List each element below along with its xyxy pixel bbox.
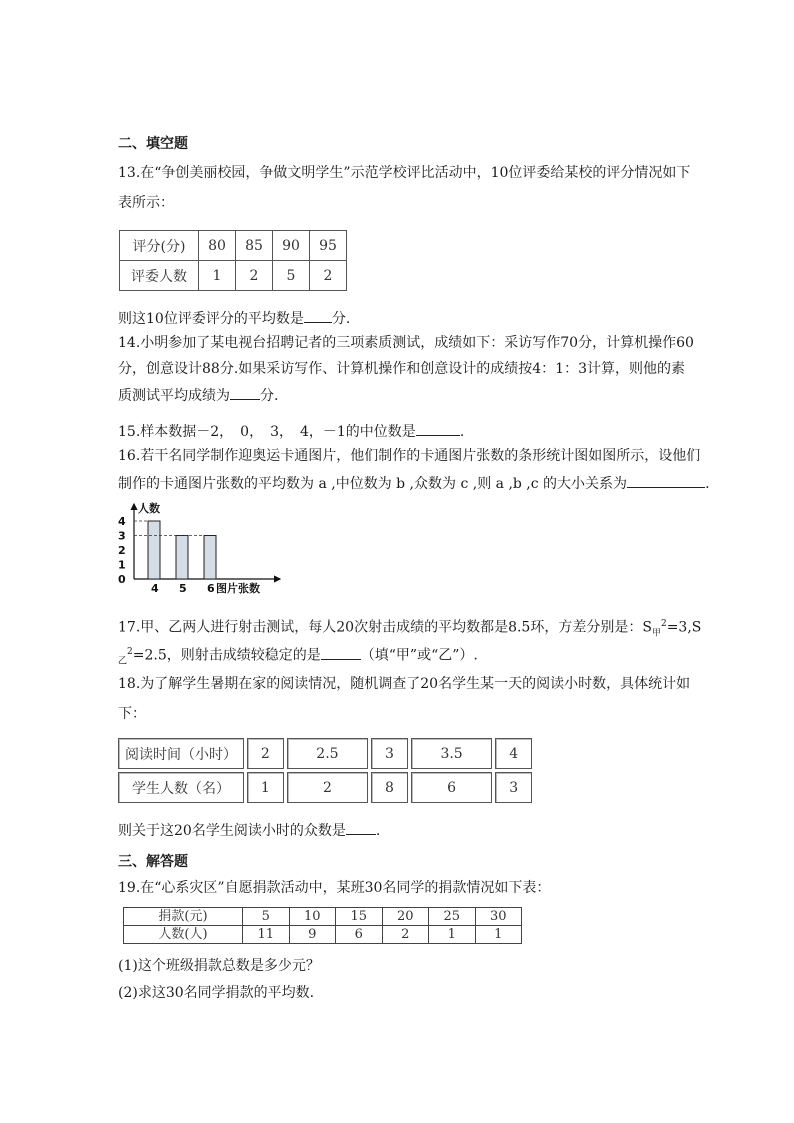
table-cell: 3 bbox=[371, 738, 408, 769]
q14-line1: 14.小明参加了某电视台招聘记者的三项素质测试，成绩如下：采访写作70分，计算机操作60 bbox=[118, 335, 694, 351]
table-cell: 1 bbox=[429, 926, 476, 944]
q13-answer-line bbox=[118, 308, 350, 329]
table-row bbox=[124, 926, 522, 944]
table-cell: 3 bbox=[495, 772, 532, 803]
q17-line2 bbox=[118, 642, 478, 671]
q16-line2-suffix: . bbox=[705, 476, 710, 492]
q16-answer-blank[interactable] bbox=[627, 473, 705, 488]
q14-line2: 分，创意设计88分.如果采访写作、计算机操作和创意设计的成绩按4：1：3计算，则他的素 bbox=[118, 361, 685, 377]
q13-score-table bbox=[119, 230, 347, 291]
table-cell: 85 bbox=[236, 231, 273, 261]
q13-answer-blank[interactable] bbox=[304, 308, 332, 323]
q15-prefix: 15.样本数据－2， 0， 3， 4，－1的中位数是 bbox=[118, 424, 416, 440]
table-cell: 1 bbox=[199, 261, 236, 291]
y-tick-label: 3 bbox=[118, 529, 126, 543]
table-row bbox=[120, 231, 347, 261]
table-cell: 11 bbox=[243, 926, 290, 944]
table-row bbox=[124, 908, 522, 926]
q16-bar-chart bbox=[112, 500, 292, 596]
q15-line bbox=[118, 421, 464, 442]
table-cell: 2 bbox=[310, 261, 347, 291]
q17-sup-1: 2 bbox=[660, 619, 667, 629]
q18-reading-table bbox=[115, 735, 535, 806]
q17-sup-2: 2 bbox=[127, 647, 133, 657]
table-cell: 人数(人) bbox=[124, 926, 243, 944]
q18-line1: 18.为了解学生暑期在家的阅读情况，随机调查了20名学生某一天的阅读小时数，具体统计如 bbox=[118, 676, 691, 692]
table-cell: 80 bbox=[199, 231, 236, 261]
q13-text-line1: 13.在“争创美丽校园，争做文明学生”示范学校评比活动中，10位评委给某校的评分情况如下 bbox=[118, 165, 691, 181]
y-tick-label: 0 bbox=[118, 573, 126, 586]
table-cell: 4 bbox=[495, 738, 532, 769]
table-cell: 1 bbox=[247, 772, 284, 803]
q15-answer-blank[interactable] bbox=[416, 421, 460, 436]
table-cell: 6 bbox=[336, 926, 383, 944]
q17-sub-yi: 乙 bbox=[118, 656, 128, 667]
table-row bbox=[118, 738, 532, 769]
q16-line2-prefix: 制作的卡通图片张数的平均数为 a ,中位数为 b ,众数为 c ,则 a ,b ,c 的大小关系为 bbox=[118, 476, 628, 492]
y-axis-label: 人数 bbox=[138, 502, 160, 515]
x-axis-label: 图片张数 bbox=[216, 582, 260, 595]
q17-line1-rest: =3,S bbox=[666, 619, 702, 636]
bar bbox=[176, 536, 188, 580]
q18-answer-blank[interactable] bbox=[346, 820, 376, 835]
q17-line1 bbox=[118, 614, 701, 643]
q18-answer-prefix: 则关于这20名学生阅读小时的众数是 bbox=[118, 823, 346, 839]
bar bbox=[204, 536, 216, 580]
q14-line3 bbox=[118, 385, 278, 406]
y-tick-label: 2 bbox=[118, 544, 126, 557]
table-cell: 95 bbox=[310, 231, 347, 261]
q18-answer-line bbox=[118, 820, 380, 841]
x-tick-label: 4 bbox=[151, 582, 159, 595]
table-cell: 15 bbox=[336, 908, 383, 926]
x-tick-label: 5 bbox=[179, 582, 187, 595]
table-cell: 10 bbox=[289, 908, 336, 926]
table-row bbox=[120, 261, 347, 291]
table-cell: 评分(分) bbox=[120, 231, 199, 261]
q17-line2-text: =2.5，则射击成绩较稳定的是 bbox=[132, 647, 321, 664]
table-cell: 8 bbox=[371, 772, 408, 803]
q19-sub2: (2)求这30名同学捐款的平均数. bbox=[118, 985, 315, 1001]
q17-line2-suffix: （填“甲”或“乙”）. bbox=[360, 647, 478, 664]
q16-line1: 16.若干名同学制作迎奥运卡通图片，他们制作的卡通图片张数的条形统计图如图所示，设他们 bbox=[118, 448, 701, 464]
table-cell: 9 bbox=[289, 926, 336, 944]
table-cell: 2.5 bbox=[287, 738, 368, 769]
table-cell: 90 bbox=[273, 231, 310, 261]
q14-line3-prefix: 质测试平均成绩为 bbox=[118, 388, 230, 404]
q13-answer-suffix: 分. bbox=[331, 311, 351, 327]
x-tick-label: 6 bbox=[207, 582, 215, 595]
table-cell: 评委人数 bbox=[120, 261, 199, 291]
table-cell: 2 bbox=[247, 738, 284, 769]
table-cell: 25 bbox=[429, 908, 476, 926]
table-cell: 学生人数（名） bbox=[118, 772, 244, 803]
table-cell: 2 bbox=[287, 772, 368, 803]
q17-line1-text: 17.甲、乙两人进行射击测试，每人20次射击成绩的平均数都是8.5环，方差分别是：S bbox=[118, 619, 652, 636]
section-heading-fill-blank: 二、填空题 bbox=[118, 136, 188, 152]
q14-answer-blank[interactable] bbox=[230, 385, 260, 400]
q19-sub1: (1)这个班级捐款总数是多少元？ bbox=[118, 958, 320, 974]
table-cell: 5 bbox=[243, 908, 290, 926]
q17-answer-blank[interactable] bbox=[321, 645, 361, 660]
y-tick-label: 4 bbox=[118, 515, 126, 528]
table-cell: 捐款(元) bbox=[124, 908, 243, 926]
table-cell: 30 bbox=[475, 908, 522, 926]
table-cell: 1 bbox=[475, 926, 522, 944]
table-cell: 20 bbox=[382, 908, 429, 926]
table-row bbox=[118, 772, 532, 803]
table-cell: 6 bbox=[411, 772, 492, 803]
q19-text: 19.在“心系灾区”自愿捐款活动中，某班30名同学的捐款情况如下表： bbox=[118, 880, 551, 896]
table-cell: 5 bbox=[273, 261, 310, 291]
table-cell: 阅读时间（小时） bbox=[118, 738, 244, 769]
q14-line3-suffix: 分. bbox=[260, 388, 279, 404]
q13-answer-prefix: 则这10位评委评分的平均数是 bbox=[118, 311, 304, 327]
section-heading-answer: 三、解答题 bbox=[118, 854, 188, 870]
y-tick-label: 1 bbox=[118, 558, 126, 572]
q18-answer-suffix: . bbox=[375, 823, 381, 839]
q17-sub-jia: 甲 bbox=[651, 628, 661, 639]
table-cell: 2 bbox=[236, 261, 273, 291]
q16-line2 bbox=[118, 473, 710, 494]
q15-suffix: . bbox=[459, 424, 465, 440]
table-cell: 3.5 bbox=[411, 738, 492, 769]
bar bbox=[148, 521, 160, 579]
q13-text-line2: 表所示： bbox=[118, 195, 174, 211]
q18-line2: 下： bbox=[118, 706, 146, 722]
q19-donation-table bbox=[123, 907, 522, 944]
table-cell: 2 bbox=[382, 926, 429, 944]
